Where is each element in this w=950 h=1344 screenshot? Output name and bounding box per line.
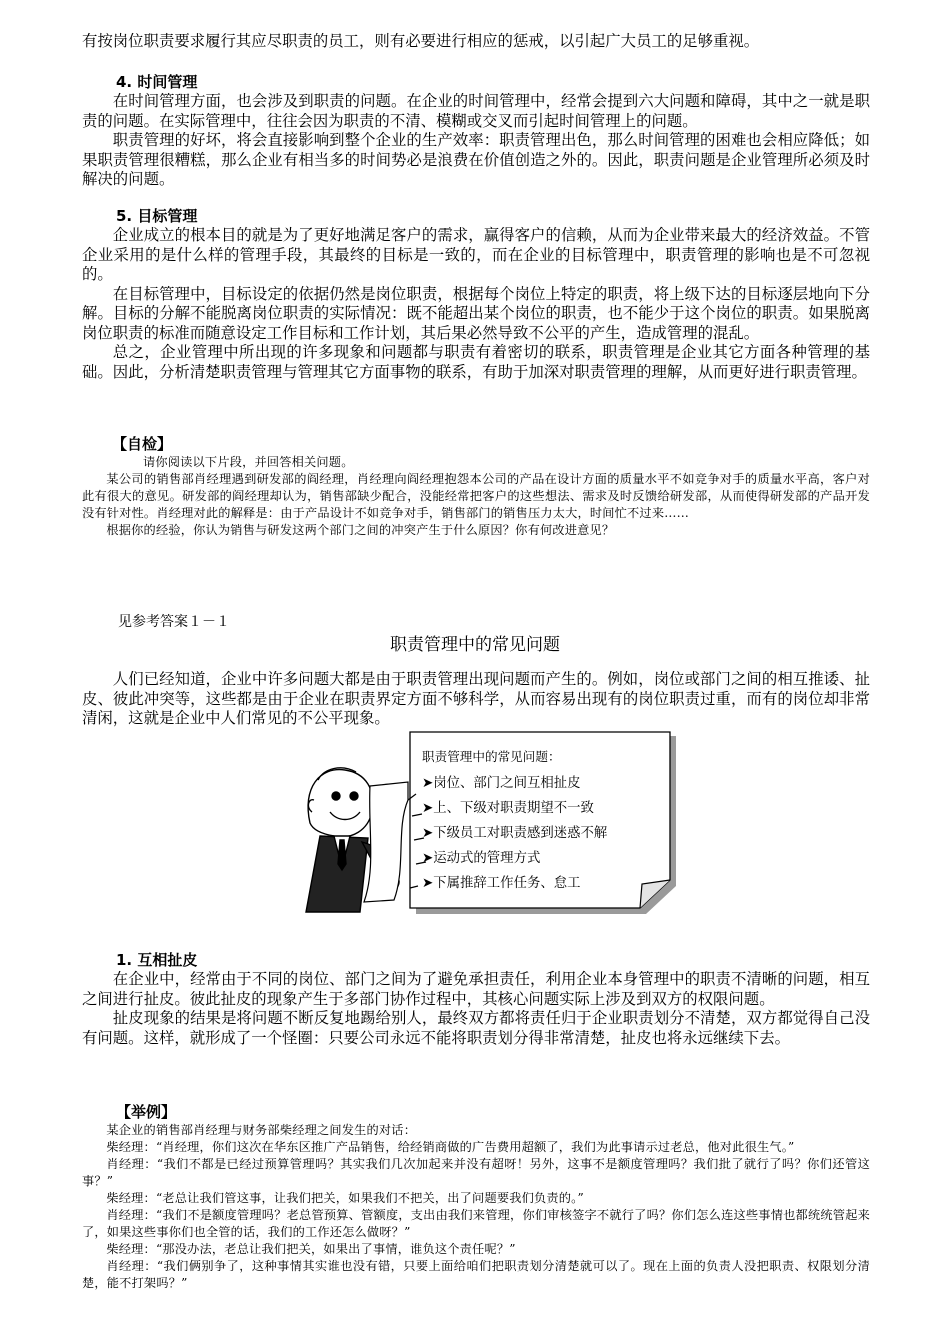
illustration-item: ➤运动式的管理方式 bbox=[422, 851, 541, 866]
example-line: 柴经理：“老总让我们管这事，让我们把关，如果我们不把关，出了问题要我们负责的。” bbox=[106, 1191, 584, 1205]
self-check-line: 请你阅读以下片段，并回答相关问题。 bbox=[143, 455, 354, 469]
section-1-heading: 1. 互相扯皮 bbox=[116, 951, 198, 969]
section-1-paragraph: 扯皮现象的结果是将问题不断反复地踢给别人，最终双方都将责任归于企业职责划分不清楚，双方都觉得自己没有问题。这样，就形成了一个怪圈：只要公司永远不能将职责划分得非常清楚，扯皮也将永远继续下去。 bbox=[82, 1009, 870, 1047]
section-5-paragraph: 企业成立的根本目的就是为了更好地满足客户的需求，赢得客户的信赖，从而为企业带来最大的经济效益。不管企业采用的是什么样的管理手段，其最终的目标是一致的，而在企业的目标管理中，职责管理的影响也是不可忽视的。 bbox=[82, 226, 870, 283]
illustration-item: ➤下属推辞工作任务、怠工 bbox=[422, 876, 581, 891]
section-5-paragraph: 在目标管理中，目标设定的依据仍然是岗位职责，根据每个岗位上特定的职责，将上级下达的目标逐层地向下分解。目标的分解不能脱离岗位职责的实际情况：既不能超出某个岗位的职责，也不能少于这个岗位的职责。如果脱离岗位职责的标准而随意设定工作目标和工作计划，其后果必然导致不公平的产生，造成管理的混乱。 bbox=[82, 284, 870, 342]
arrow-bullet-icon: ➤ bbox=[422, 851, 434, 866]
example-line: 肖经理：“我们俩别争了，这种事情其实谁也没有错，只要上面给咱们把职责划分清楚就可以了。现在上面的负责人没把职责、权限划分清楚，能不打架吗？” bbox=[82, 1259, 870, 1290]
example-line: 肖经理：“我们不是额度管理吗？老总管预算、管额度，支出由我们来管理，你们审核签字不就行了吗？你们怎么连这些事情也都统统管起来了，如果这些事你们也全管的话，我们的工作还怎么做呀？” bbox=[82, 1208, 870, 1239]
section-4 bbox=[82, 72, 870, 190]
self-check-line: 根据你的经验，你认为销售与研发这两个部门之间的冲突产生于什么原因？你有何改进意见？ bbox=[106, 523, 615, 537]
top-paragraph: 有按岗位职责要求履行其应尽职责的员工，则有必要进行相应的惩戒，以引起广大员工的足够重视。 bbox=[82, 32, 760, 50]
intro-paragraph: 人们已经知道，企业中许多问题大都是由于职责管理出现问题而产生的。例如，岗位或部门之间的相互推诿、扯皮、彼此冲突等，这些都是由于企业在职责界定方面不够科学，从而容易出现有的岗位职责过重，而有的岗位却非常清闲，这就是企业中人们常见的不公平现象。 bbox=[82, 670, 870, 727]
arrow-bullet-icon: ➤ bbox=[422, 801, 434, 816]
section-5-heading: 5. 目标管理 bbox=[116, 207, 198, 225]
section-5 bbox=[82, 206, 870, 382]
section-1-paragraph: 在企业中，经常由于不同的岗位、部门之间为了避免承担责任，利用企业本身管理中的职责不清晰的问题，相互之间进行扯皮。彼此扯皮的现象产生于多部门协作过程中，其核心问题实际上涉及到双方的权限问题。 bbox=[82, 970, 870, 1008]
intro-block bbox=[82, 670, 870, 729]
example-block bbox=[82, 1102, 870, 1292]
example-line: 柴经理：“那没办法，老总让我们把关，如果出了事情，谁负这个责任呢？” bbox=[106, 1242, 516, 1256]
illustration-title: 职责管理中的常见问题： bbox=[422, 749, 561, 764]
section-1 bbox=[82, 950, 870, 1048]
illustration-item: ➤岗位、部门之间互相扯皮 bbox=[422, 776, 581, 791]
arrow-bullet-icon: ➤ bbox=[422, 776, 434, 791]
example-heading: 【举例】 bbox=[116, 1103, 177, 1121]
section-4-paragraph: 职责管理的好坏，将会直接影响到整个企业的生产效率：职责管理出色，那么时间管理的困难也会相应降低；如果职责管理很糟糕，那么企业有相当多的时间势必是浪费在价值创造之外的。因此，职责问题是企业管理所必须及时解决的问题。 bbox=[82, 131, 870, 188]
section-5-paragraph: 总之，企业管理中所出现的许多现象和问题都与职责有着密切的联系，职责管理是企业其它方面各种管理的基础。因此，分析清楚职责管理与管理其它方面事物的联系，有助于加深对职责管理的理解，从而更好进行职责管理。 bbox=[82, 343, 870, 381]
section-4-paragraph: 在时间管理方面，也会涉及到职责的问题。在企业的时间管理中，经常会提到六大问题和障碍，其中之一就是职责的问题。在实际管理中，往往会因为职责的不清、模糊或交叉而引起时间管理上的问题。 bbox=[82, 92, 870, 130]
arrow-bullet-icon: ➤ bbox=[422, 876, 434, 891]
arrow-bullet-icon: ➤ bbox=[422, 826, 434, 841]
example-line: 柴经理：“肖经理，你们这次在华东区推广产品销售，给经销商做的广告费用超额了，我们为此事请示过老总，他对此很生气。” bbox=[106, 1140, 795, 1154]
illustration-item: ➤上、下级对职责期望不一致 bbox=[422, 801, 594, 816]
self-check-block bbox=[82, 434, 870, 539]
example-line: 肖经理：“我们不都是已经过预算管理吗？其实我们几次加起来并没有超呀！另外，这事不是额度管理吗？我们批了就行了吗？你们还管这事？” bbox=[82, 1157, 870, 1188]
section-4-heading: 4. 时间管理 bbox=[116, 73, 198, 91]
self-check-heading: 【自检】 bbox=[112, 435, 173, 453]
illustration-item: ➤下级员工对职责感到迷惑不解 bbox=[422, 826, 608, 841]
self-check-line: 某公司的销售部肖经理遇到研发部的阎经理，肖经理向阎经理抱怨本公司的产品在设计方面的质量水平不如竞争对手的质量水平高，客户对此有很大的意见。研发部的阎经理却认为，销售部缺少配合，没能经常把客户的这些想法、需求及时反馈给研发部，从而使得研发部的产品开发没有针对性。肖经理对此的解释是：由于产品设计不如竞争对手，销售部门的销售压力太大，时间忙不过来…… bbox=[82, 472, 870, 520]
section-title: 职责管理中的常见问题 bbox=[390, 635, 560, 655]
example-line: 某企业的销售部肖经理与财务部柴经理之间发生的对话： bbox=[106, 1123, 417, 1137]
reference-note: 见参考答案１－１ bbox=[118, 614, 230, 630]
top-paragraph-block bbox=[82, 32, 870, 52]
